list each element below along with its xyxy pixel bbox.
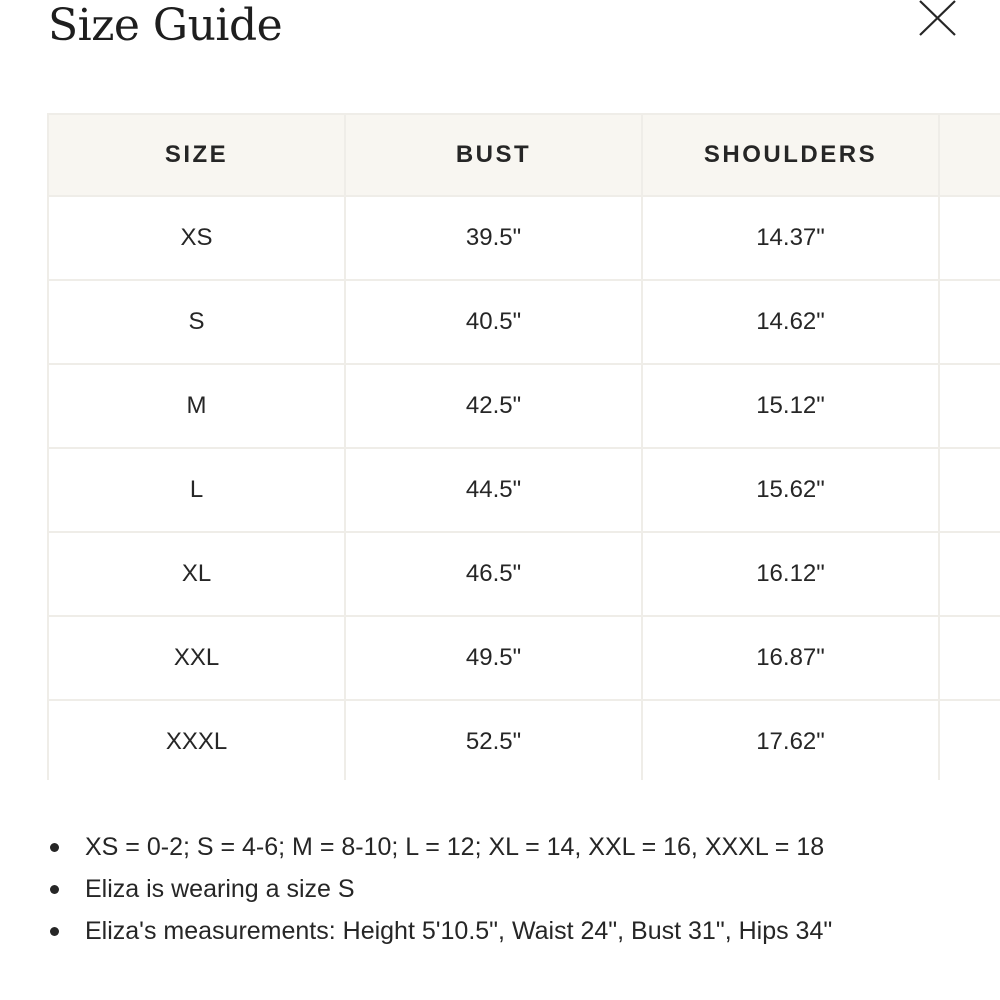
- size-cell: XXXL: [48, 700, 345, 780]
- bust-cell: 40.5": [345, 280, 642, 364]
- bust-cell: 39.5": [345, 196, 642, 280]
- table-row: [48, 532, 1000, 616]
- shoulders-cell: 14.62": [642, 280, 939, 364]
- table-row: [48, 448, 1000, 532]
- table-row: [48, 616, 1000, 700]
- column-header-size: SIZE: [48, 114, 345, 196]
- table-row: [48, 700, 1000, 780]
- column-header-bust: BUST: [345, 114, 642, 196]
- note-text: Eliza is wearing a size S: [85, 875, 355, 903]
- column-header-hidden: [939, 114, 1000, 196]
- bullet-icon: [50, 927, 59, 936]
- bust-cell: 52.5": [345, 700, 642, 780]
- size-cell: XL: [48, 532, 345, 616]
- close-icon: [917, 0, 957, 36]
- hidden-cell: [939, 364, 1000, 448]
- size-cell: XS: [48, 196, 345, 280]
- shoulders-cell: 17.62": [642, 700, 939, 780]
- column-header-shoulders: SHOULDERS: [642, 114, 939, 196]
- table-row: [48, 364, 1000, 448]
- bust-cell: 49.5": [345, 616, 642, 700]
- shoulders-cell: 16.87": [642, 616, 939, 700]
- hidden-cell: [939, 448, 1000, 532]
- hidden-cell: [939, 616, 1000, 700]
- size-notes-list: [50, 826, 990, 952]
- list-item: [50, 868, 990, 910]
- shoulders-cell: 15.12": [642, 364, 939, 448]
- size-cell: L: [48, 448, 345, 532]
- bullet-icon: [50, 885, 59, 894]
- bullet-icon: [50, 843, 59, 852]
- list-item: [50, 826, 990, 868]
- size-cell: S: [48, 280, 345, 364]
- close-button[interactable]: [917, 0, 957, 36]
- hidden-cell: [939, 700, 1000, 780]
- size-table-scroll[interactable]: [47, 113, 1000, 780]
- note-text: Eliza's measurements: Height 5'10.5", Waist 24", Bust 31", Hips 34": [85, 917, 833, 945]
- shoulders-cell: 15.62": [642, 448, 939, 532]
- bust-cell: 42.5": [345, 364, 642, 448]
- shoulders-cell: 16.12": [642, 532, 939, 616]
- bust-cell: 46.5": [345, 532, 642, 616]
- hidden-cell: [939, 532, 1000, 616]
- shoulders-cell: 14.37": [642, 196, 939, 280]
- table-header-row: [48, 114, 1000, 196]
- list-item: [50, 910, 990, 952]
- size-table: [47, 113, 1000, 780]
- table-row: [48, 196, 1000, 280]
- table-row: [48, 280, 1000, 364]
- size-cell: M: [48, 364, 345, 448]
- size-cell: XXL: [48, 616, 345, 700]
- hidden-cell: [939, 280, 1000, 364]
- note-text: XS = 0-2; S = 4-6; M = 8-10; L = 12; XL = 14, XXL = 16, XXXL = 18: [85, 833, 825, 861]
- page-title: Size Guide: [48, 0, 283, 51]
- bust-cell: 44.5": [345, 448, 642, 532]
- hidden-cell: [939, 196, 1000, 280]
